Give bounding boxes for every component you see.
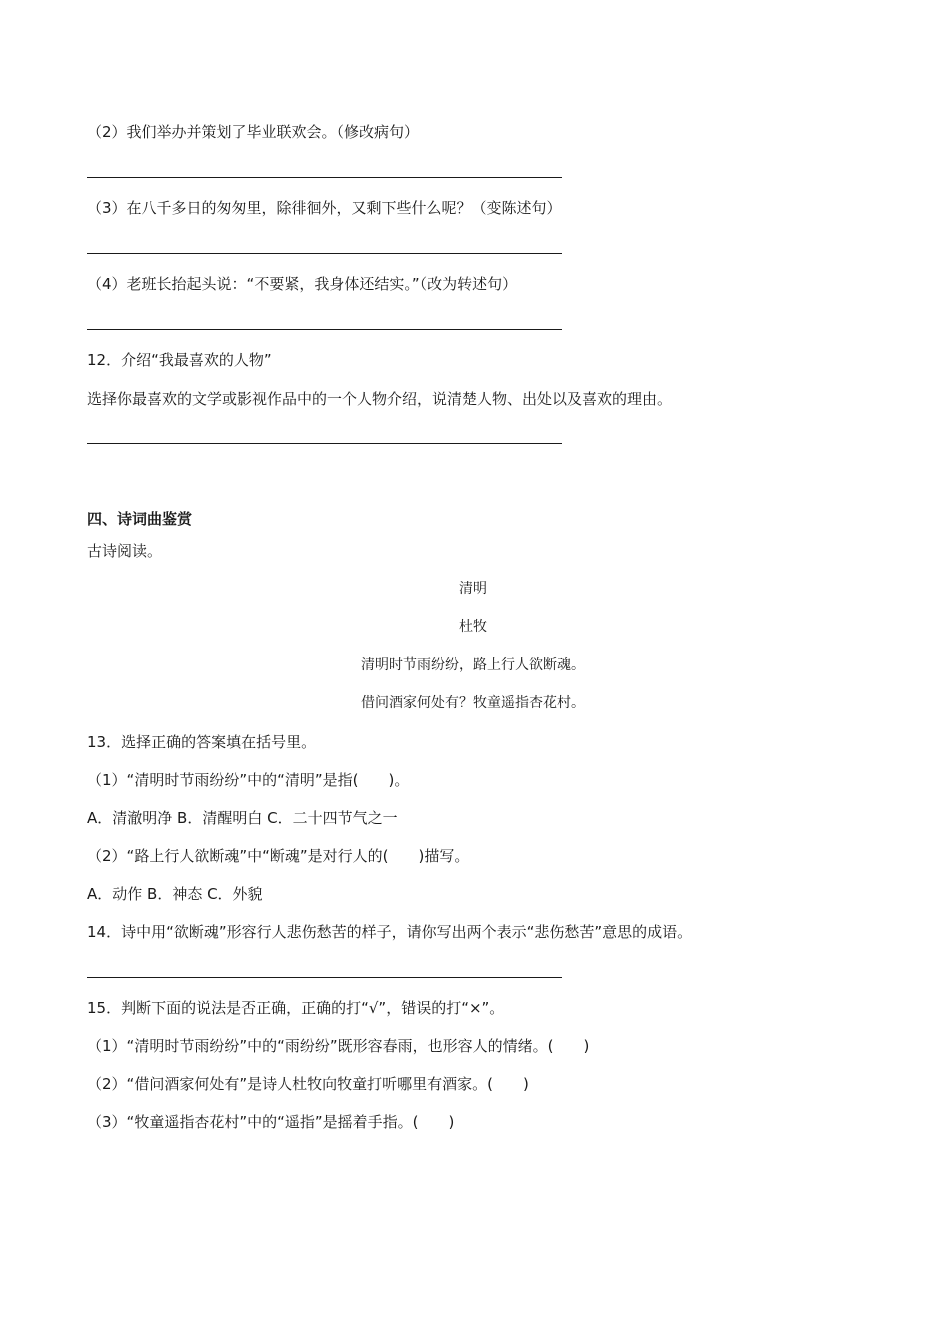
poem-title: 清明 <box>459 581 487 597</box>
poem-line-1: 清明时节雨纷纷，路上行人欲断魂。 <box>361 657 585 673</box>
answer-line-14[interactable] <box>87 977 562 978</box>
question-15-2: （2）“借问酒家何处有”是诗人杜牧向牧童打听哪里有酒家。( ) <box>87 1075 529 1093</box>
answer-line-11-3[interactable] <box>87 253 562 254</box>
section-4-intro: 古诗阅读。 <box>87 542 163 560</box>
section-4-heading: 四、诗词曲鉴赏 <box>87 510 193 528</box>
question-13-2: （2）“路上行人欲断魂”中“断魂”是对行人的( )描写。 <box>87 847 470 865</box>
question-15-title: 15．判断下面的说法是否正确，正确的打“√”，错误的打“×”。 <box>87 999 505 1017</box>
answer-line-11-2[interactable] <box>87 177 562 178</box>
question-12-title: 12．介绍“我最喜欢的人物” <box>87 351 272 369</box>
question-12-description: 选择你最喜欢的文学或影视作品中的一个人物介绍，说清楚人物、出处以及喜欢的理由。 <box>87 390 673 408</box>
question-13-2-options: A．动作 B．神态 C．外貌 <box>87 885 263 903</box>
answer-line-12[interactable] <box>87 443 562 444</box>
question-11-3: （3）在八千多日的匆匆里，除徘徊外，又剩下些什么呢？（变陈述句） <box>87 199 562 217</box>
question-15-1: （1）“清明时节雨纷纷”中的“雨纷纷”既形容春雨，也形容人的情绪。( ) <box>87 1037 590 1055</box>
poem-line-2: 借问酒家何处有？牧童遥指杏花村。 <box>361 695 585 711</box>
answer-line-11-4[interactable] <box>87 329 562 330</box>
question-14-title: 14．诗中用“欲断魂”形容行人悲伤愁苦的样子，请你写出两个表示“悲伤愁苦”意思的成语。 <box>87 923 693 941</box>
poem-author: 杜牧 <box>459 619 487 635</box>
question-11-2: （2）我们举办并策划了毕业联欢会。（修改病句） <box>87 123 420 141</box>
question-13-1-options: A．清澈明净 B．清醒明白 C．二十四节气之一 <box>87 809 398 827</box>
question-15-3: （3）“牧童遥指杏花村”中的“遥指”是摇着手指。( ) <box>87 1113 455 1131</box>
question-13-title: 13．选择正确的答案填在括号里。 <box>87 733 317 751</box>
question-13-1: （1）“清明时节雨纷纷”中的“清明”是指( )。 <box>87 771 410 789</box>
question-11-4: （4）老班长抬起头说：“不要紧，我身体还结实。”（改为转述句） <box>87 275 518 293</box>
